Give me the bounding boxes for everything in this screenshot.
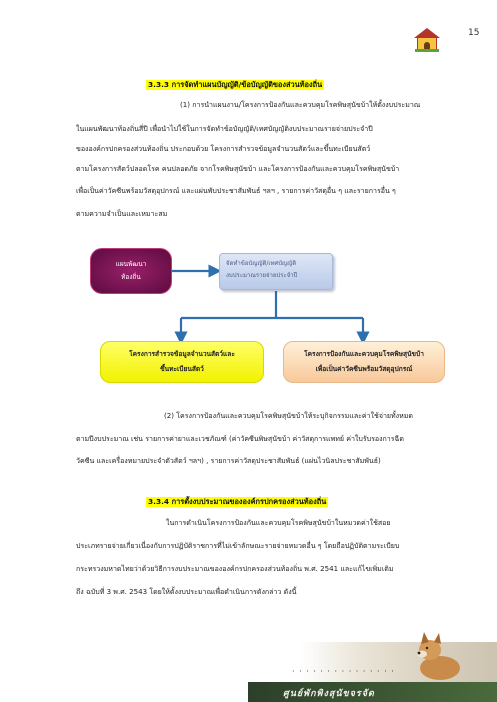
paragraph-line: (1) การนำแผนงาน/โครงการป้องกันและควบคุมโรคพิษสุนัขบ้าให้ตั้งงบประมาณ xyxy=(180,100,421,109)
footer-dotted-line: · · · · · · · · · · · · · · · xyxy=(292,667,395,676)
paragraph-line: ในการดำเนินโครงการป้องกันและควบคุมโรคพิษสุนัขบ้าในหมวดค่าใช้สอย xyxy=(166,518,391,527)
paragraph-line: วัคซีน และเครื่องหมายประจำตัวสัตว์ ฯลฯ) , รายการค่าวัสดุประชาสัมพันธ์ (แผ่นไวนิลประชาสัมพันธ์) xyxy=(76,456,381,465)
diagram-box-line: จัดทำข้อบัญญัติ/เทศบัญญัติ xyxy=(226,260,297,267)
paragraph-line: ประเภทรายจ่ายเกี่ยวเนื่องกับการปฏิบัติราชการที่ไม่เข้าลักษณะรายจ่ายหมวดอื่น ๆ โดยถือปฏิบัติตามระเบียบ xyxy=(76,541,400,550)
diagram-box-survey xyxy=(100,341,264,383)
footer-banner-text: ศูนย์พักพิงสุนัขจรจัด xyxy=(283,689,375,699)
page-number: 15 xyxy=(468,28,480,38)
paragraph-line: ตามปีงบประมาณ เช่น รายการค่ายาและเวชภัณฑ์ (ค่าวัคซีนพิษสุนัขบ้า ค่าวัสดุการแพทย์ ค่าใบรับรองการฉีด xyxy=(76,434,404,443)
paragraph-line: ขององค์กรปกครองส่วนท้องถิ่น ประกอบด้วย โครงการสำรวจข้อมูลจำนวนสัตว์และขึ้นทะเบียนสัตว์ xyxy=(76,144,371,153)
paragraph-line: (2) โครงการป้องกันและควบคุมโรคพิษสุนัขบ้าให้ระบุกิจกรรมและค่าใช้จ่ายทั้งหมด xyxy=(164,411,413,420)
paragraph-line: ตามความจำเป็นและเหมาะสม xyxy=(76,209,168,218)
paragraph-line: ในแผนพัฒนาท้องถิ่นสี่ปี เพื่อนำไปใช้ในการจัดทำข้อบัญญัติ/เทศบัญญัติงบประมาณรายจ่ายประจำปี xyxy=(76,124,373,133)
diagram-box-line: ขึ้นทะเบียนสัตว์ xyxy=(160,365,204,373)
section-heading: 3.3.3 การจัดทำแผนบัญญัติ/ข้อบัญญัติของส่วนท้องถิ่น xyxy=(148,80,323,89)
paragraph-line: กระทรวงมหาดไทยว่าด้วยวิธีการงบประมาณขององค์กรปกครองส่วนท้องถิ่น พ.ศ. 2541 และแก้ไขเพิ่มเติม xyxy=(76,564,394,573)
paragraph-line: เพื่อเป็นค่าวัคซีนพร้อมวัสดุอุปกรณ์ และแผ่นพับประชาสัมพันธ์ ฯลฯ , รายการค่าวัสดุอื่น ๆ และรายการอื่น ๆ xyxy=(76,186,396,195)
diagram-box-line: เพื่อเป็นค่าวัคซีนพร้อมวัสดุอุปกรณ์ xyxy=(315,365,413,373)
diagram-box-prevention xyxy=(283,341,445,383)
diagram-box-line: โครงการป้องกันและควบคุมโรคพิษสุนัขบ้า xyxy=(304,350,424,358)
dog-icon xyxy=(408,630,468,682)
section-heading: 3.3.4 การตั้งงบประมาณขององค์กรปกครองส่วนท้องถิ่น xyxy=(148,497,327,506)
diagram-box-line: โครงการสำรวจข้อมูลจำนวนสัตว์และ xyxy=(129,350,235,358)
diagram-box-local-plan xyxy=(90,248,172,294)
house-icon xyxy=(413,27,441,53)
paragraph-line: ตามโครงการสัตว์ปลอดโรค คนปลอดภัย จากโรคพิษสุนัขบ้า และโครงการป้องกันและควบคุมโรคพิษสุนัขบ้า xyxy=(76,164,400,173)
diagram-box-line: ท้องถิ่น xyxy=(121,273,141,281)
diagram-box-line: งบประมาณรายจ่ายประจำปี xyxy=(226,272,298,279)
diagram-box-line: แผนพัฒนา xyxy=(115,260,147,268)
diagram-box-budget xyxy=(219,253,333,290)
paragraph-line: ถึง ฉบับที่ 3 พ.ศ. 2543 โดยให้ตั้งงบประมาณเพื่อดำเนินการดังกล่าว ดังนี้ xyxy=(76,587,297,596)
